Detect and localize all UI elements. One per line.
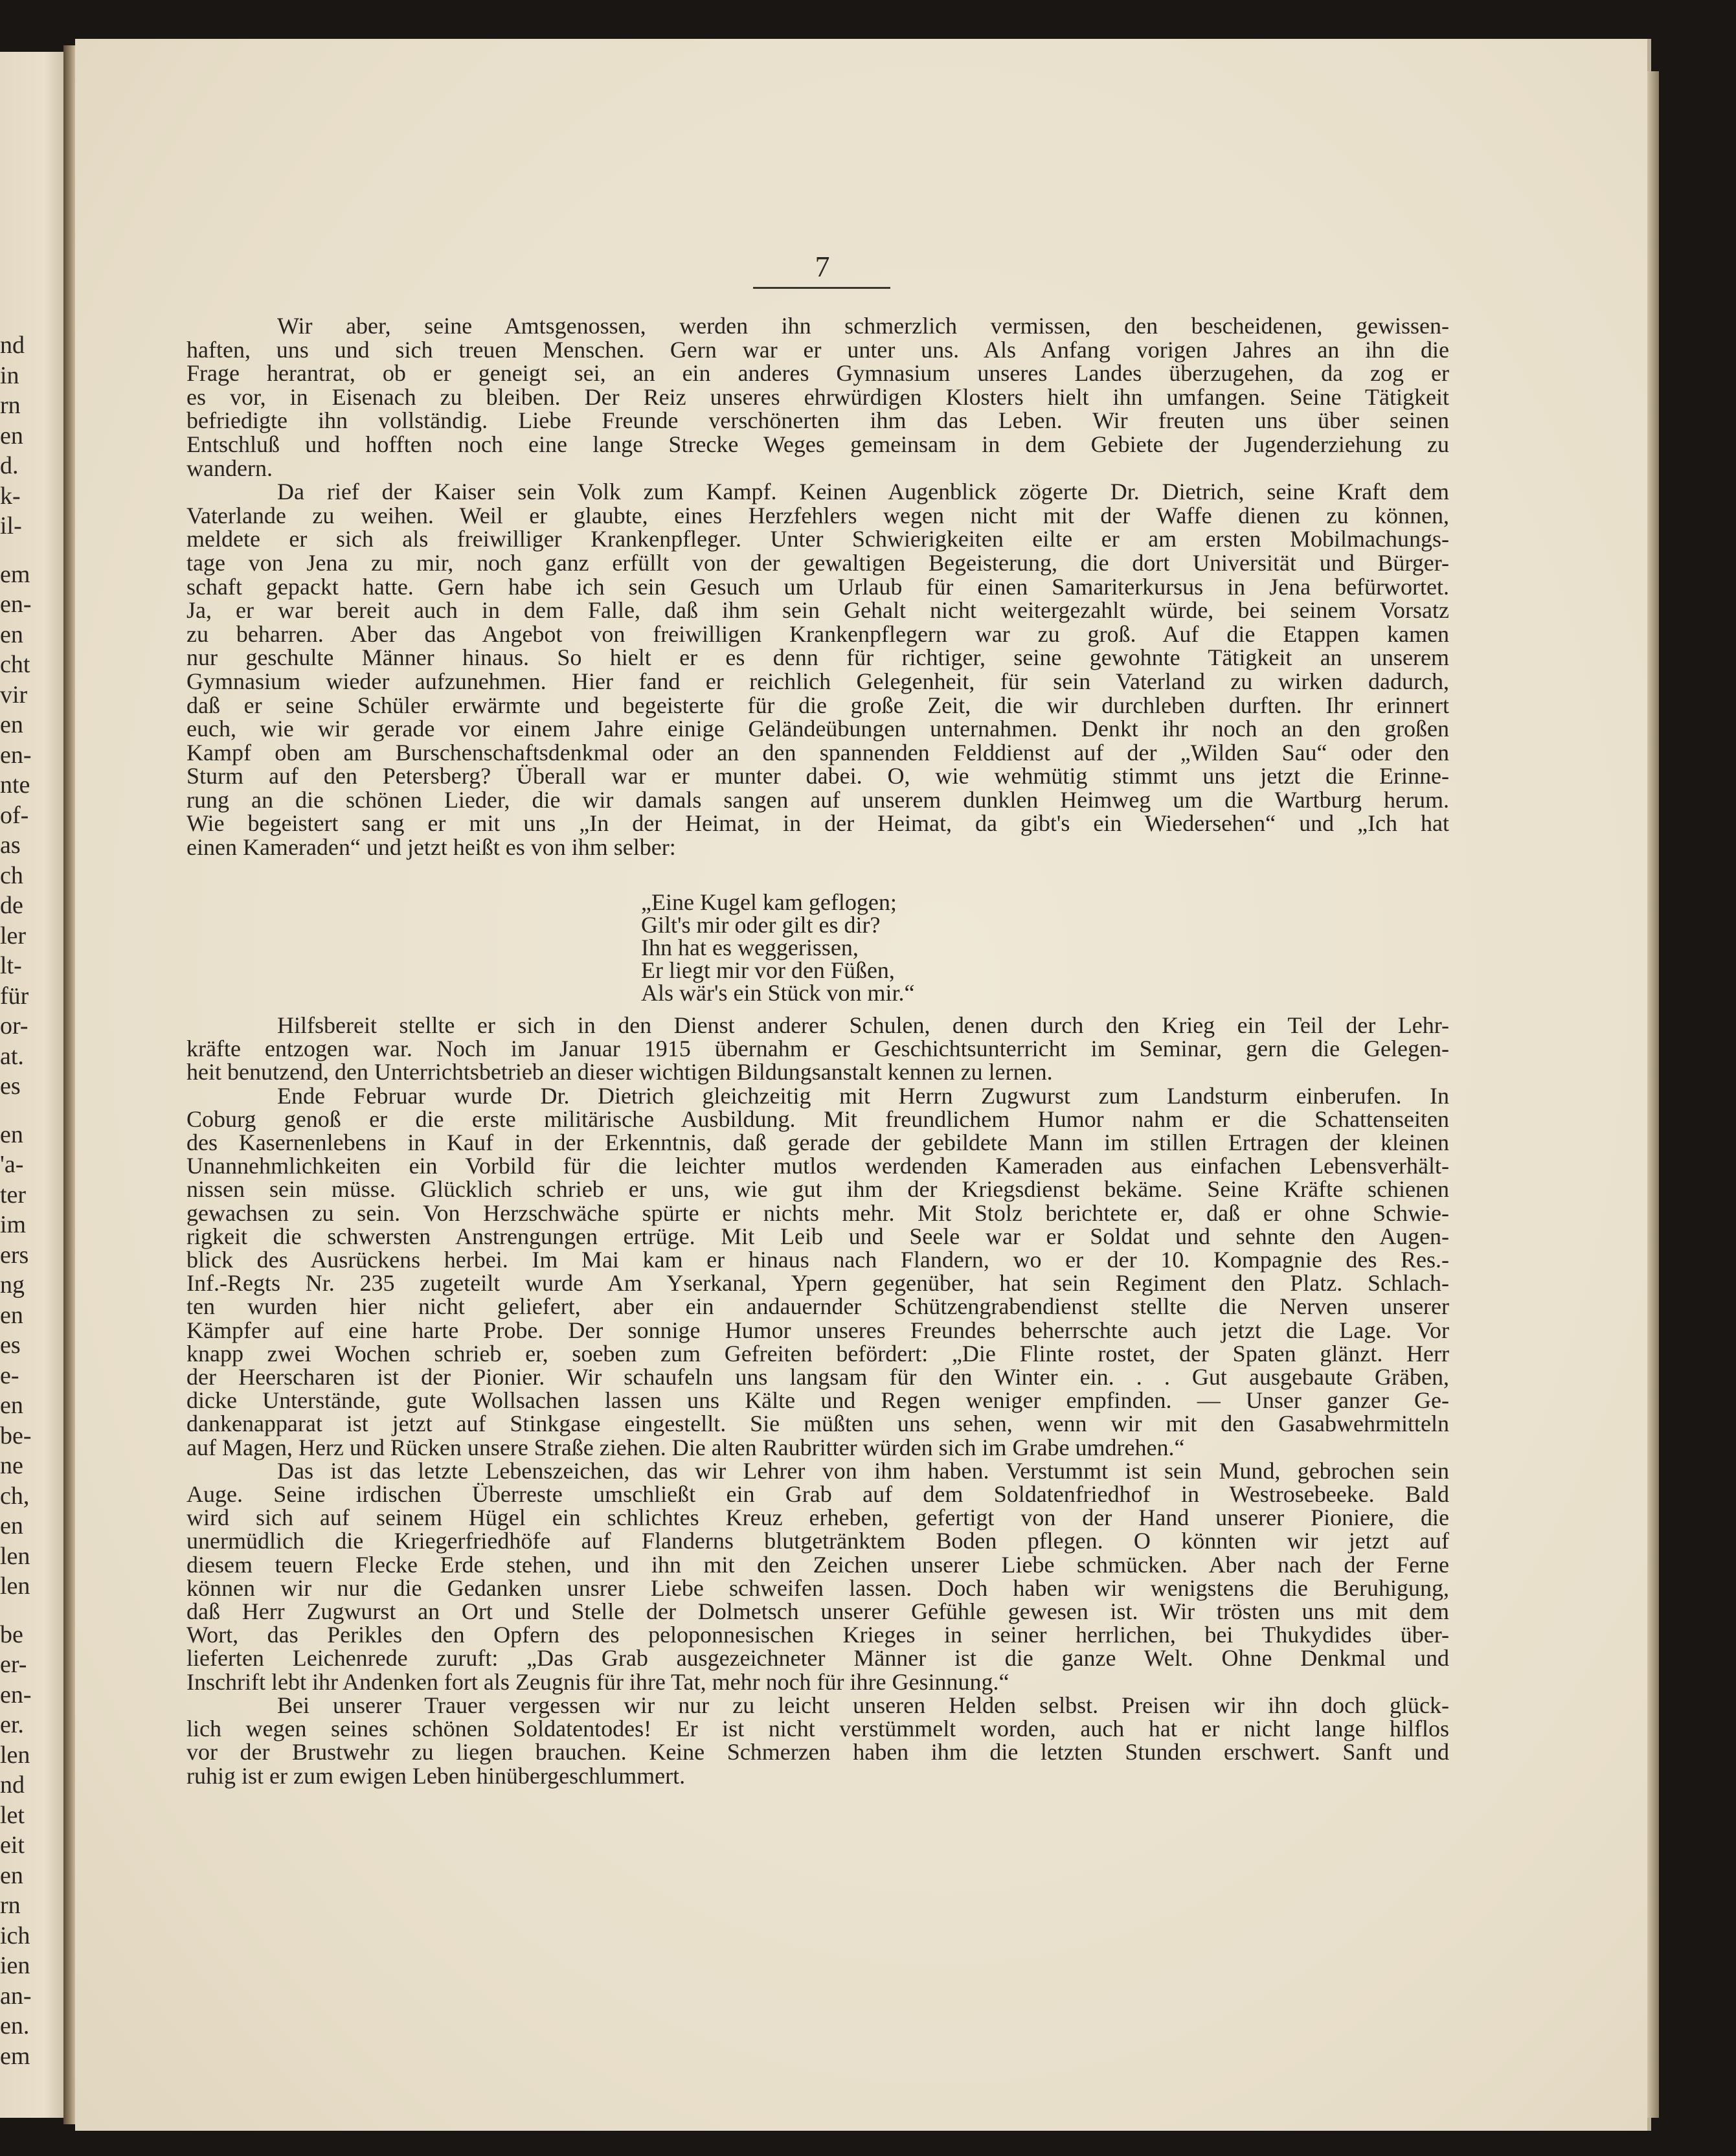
text-line: Ende Februar wurde Dr. Dietrich gleichzeitig mit Herrn Zugwurst zum Landsturm einberufen. In [277, 1082, 1449, 1109]
previous-page-fragment: il- [0, 512, 22, 539]
text-line: rigkeit die schwersten Anstrengungen ertrüge. Mit Leib und Seele war er Soldat und sehnte den Augen- [186, 1223, 1449, 1249]
previous-page-fragment: de [0, 892, 23, 919]
previous-page-fragment: d. [0, 452, 19, 479]
text-line: befriedigte ihn vollständig. Liebe Freunde verschönerten ihm das Leben. Wir freuten uns über seinen [186, 407, 1449, 434]
paragraph-1 [186, 314, 1449, 480]
book-gutter [63, 45, 75, 2124]
text-line: diesem teuern Flecke Erde stehen, und ihn mit den Zeichen unserer Liebe schmücken. Aber nach der Ferne [186, 1551, 1449, 1578]
text-line: daß er seine Schüler erwärmte und begeisterte für die große Zeit, die wir durchleben durften. Ihr erinnert [186, 692, 1449, 718]
previous-page-fragment: in [0, 361, 19, 389]
text-line: zu beharren. Aber das Angebot von freiwilligen Krankenpflegern war zu groß. Auf die Etappen kamen [186, 620, 1449, 647]
poem-line: Er liegt mir vor den Füßen, [641, 957, 895, 983]
previous-page-fragment: rn [0, 392, 21, 419]
poem-line: Gilt's mir oder gilt es dir? [641, 912, 881, 938]
text-line: Frage herantrat, ob er geneigt sei, an ein anderes Gymnasium unseres Landes überzugehen, da zog er [186, 360, 1449, 387]
previous-page-fragment: at. [0, 1042, 24, 1070]
previous-page-fragment: es [0, 1072, 21, 1100]
text-line: Wie begeistert sang er mit uns „In der Heimat, in der Heimat, da gibt's ein Wiedersehen“ und „Ich hat [186, 810, 1449, 837]
text-line: auf Magen, Herz und Rücken unsere Straße ziehen. Die alten Raubritter würden sich im Grabe umdrehen.“ [186, 1434, 1185, 1460]
text-line: der Heerscharen ist der Pionier. Wir schaufeln uns langsam für den Winter ein. . . Gut ausgebaute Gräben, [186, 1364, 1449, 1390]
text-line: Wort, das Perikles den Opfern des peloponnesischen Krieges in seiner herrlichen, bei Thukydides über- [186, 1622, 1449, 1648]
previous-page-fragment: let [0, 1801, 25, 1829]
previous-page-fragment: en [0, 1120, 23, 1148]
text-line: ruhig ist er zum ewigen Leben hinübergeschlummert. [186, 1762, 686, 1789]
previous-page-fragment: of- [0, 801, 29, 829]
body-text-top [186, 314, 1449, 859]
previous-page-fragment: ch, [0, 1482, 30, 1510]
text-line: meldete er sich als freiwilliger Krankenpfleger. Unter Schwierigkeiten eilte er am ersten Mobilmachungs- [186, 526, 1449, 552]
previous-page-fragment: en [0, 620, 23, 648]
paragraph-5 [186, 1459, 1449, 1694]
previous-page-fragment: em [0, 2042, 30, 2070]
previous-page-fragment: ler [0, 922, 27, 949]
previous-page-fragment: en [0, 1392, 23, 1419]
text-line: Hilfsbereit stellte er sich in den Dienst anderer Schulen, denen durch den Krieg ein Teil der Lehr- [277, 1012, 1449, 1038]
previous-page-fragment: für [0, 982, 29, 1010]
text-line: Inf.-Regts Nr. 235 zugeteilt wurde Am Yserkanal, Ypern gegenüber, hat sein Regiment den Platz. Schlach- [186, 1270, 1449, 1297]
text-line: wird sich auf seinem Hügel ein schlichtes Kreuz erheben, gefertigt von der Hand unserer Pioniere, die [186, 1504, 1449, 1531]
text-line: Bei unserer Trauer vergessen wir nur zu leicht unseren Helden selbst. Preisen wir ihn doch glück- [277, 1692, 1449, 1718]
previous-page-fragment: as [0, 832, 21, 859]
text-line: tage von Jena zu mir, noch ganz erfüllt von der gewaltigen Begeisterung, die dort Universität und Bürger- [186, 549, 1449, 576]
previous-page-fragment: er. [0, 1711, 24, 1738]
text-line: nissen sein müsse. Glücklich schrieb er uns, wie gut ihm der Kriegsdienst bekäme. Seine Kräfte schienen [186, 1176, 1449, 1203]
text-line: Wir aber, seine Amtsgenossen, werden ihn schmerzlich vermissen, den bescheidenen, gewissen- [277, 313, 1449, 339]
previous-page-fragment: ter [0, 1181, 27, 1208]
previous-page-fragment: nte [0, 771, 30, 799]
text-line: dicke Unterstände, gute Wollsachen lassen uns Kälte und Regen weniger empfinden. — Unser ganzer Ge- [186, 1387, 1449, 1414]
text-line: Kampf oben am Burschenschaftsdenkmal oder an den spannenden Felddienst auf der „Wilden Sau“ oder den [186, 739, 1449, 766]
text-line: ten wurden hier nicht geliefert, aber ein andauernder Schützengrabendienst stellte die Nerven unserer [186, 1293, 1449, 1320]
page-edge [1647, 71, 1659, 2118]
previous-page-fragment: len [0, 1542, 30, 1570]
previous-page-fragment: eit [0, 1832, 25, 1859]
text-line: Auge. Seine irdischen Überreste umschließt ein Grab auf dem Soldatenfriedhof in Westrosebeeke. Bald [186, 1481, 1449, 1508]
previous-page-fragment: en- [0, 591, 32, 618]
text-line: Entschluß und hofften noch eine lange Strecke Weges gemeinsam in dem Gebiete der Jugenderziehung zu [186, 431, 1449, 457]
text-line: Das ist das letzte Lebenszeichen, das wir Lehrer von ihm haben. Verstummt ist sein Mund, gebrochen sein [277, 1457, 1449, 1484]
previous-page-fragment: be- [0, 1422, 32, 1449]
paragraph-2 [186, 480, 1449, 859]
previous-page-fragment: ich [0, 1922, 30, 1949]
previous-page-fragment: ne [0, 1452, 23, 1479]
previous-page-fragment: nd [0, 332, 25, 359]
previous-page-fragment: ch [0, 861, 23, 889]
spacer [0, 1102, 63, 1120]
previous-page [0, 52, 63, 2118]
text-line: schaft gepackt hatte. Gern habe ich sein Gesuch um Urlaub für einen Samariterkursus in Jena befürwortet. [186, 573, 1449, 600]
paragraph-6 [186, 1694, 1449, 1787]
previous-page-fragment: an- [0, 1982, 32, 2010]
page-number-rule [753, 287, 890, 289]
poem-line: Als wär's ein Stück von mir.“ [641, 980, 915, 1006]
spacer [0, 541, 63, 560]
spacer [0, 1602, 63, 1620]
text-line: heit benutzend, den Unterrichtsbetrieb an dieser wichtigen Bildungsanstalt kennen zu lernen. [186, 1059, 1053, 1085]
text-line: dankenapparat ist jetzt auf Stinkgase eingestellt. Sie müßten uns sehen, wenn wir mit den Gasabwehrmitteln [186, 1411, 1449, 1437]
previous-page-fragment: en [0, 1301, 23, 1329]
previous-page-fragment: len [0, 1741, 30, 1769]
previous-page-fragment: lt- [0, 952, 22, 979]
previous-page-fragment: cht [0, 651, 30, 678]
text-line: nur geschulte Männer hinaus. So hielt er es denn für richtiger, seine gewohnte Tätigkeit an unserem [186, 644, 1449, 671]
previous-page-fragment: en [0, 1861, 23, 1889]
previous-page-fragment: ers [0, 1241, 29, 1269]
text-line: lich wegen seines schönen Soldatentodes! Er ist nicht verstümmelt worden, auch hat er nicht lange hilflos [186, 1716, 1449, 1742]
poem-line: Ihn hat es weggerissen, [641, 935, 859, 960]
previous-page-fragment: en [0, 422, 23, 449]
poem-line: „Eine Kugel kam geflogen; [641, 889, 897, 915]
previous-page-fragment: es [0, 1332, 21, 1359]
text-line: blick des Ausrückens herbei. Im Mai kam er hinaus nach Flandern, wo er der 10. Kompagnie des Res.- [186, 1247, 1449, 1273]
paragraph-3 [186, 1014, 1449, 1084]
text-line: rung an die schönen Lieder, die wir damals sangen auf unserem dunklen Heimweg um die Wartburg herum. [186, 786, 1449, 813]
previous-page-fragment: en [0, 711, 23, 738]
body-text-bottom [186, 1014, 1449, 1787]
text-line: Inschrift lebt ihr Andenken fort als Zeugnis für ihre Tat, mehr noch für ihre Gesinnung.“ [186, 1668, 1009, 1695]
text-line: es vor, in Eisenach zu bleiben. Der Reiz unseres ehrwürdigen Klosters hielt ihn umfangen. Seine Tätigkeit [186, 383, 1449, 410]
text-line: knapp zwei Wochen schrieb er, soeben zum Gefreiten befördert: „Die Flinte rostet, der Spaten glänzt. Herr [186, 1340, 1449, 1367]
text-line: lieferten Leichenrede zuruft: „Das Grab ausgezeichneter Männer ist die ganze Welt. Ohne Denkmal und [186, 1645, 1449, 1672]
previous-page-column [0, 330, 63, 2071]
text-line: einen Kameraden“ und jetzt heißt es von ihm selber: [186, 834, 676, 861]
previous-page-fragment: vir [0, 681, 28, 709]
previous-page-fragment: nd [0, 1771, 25, 1799]
previous-page-fragment: be [0, 1620, 23, 1648]
text-line: Da rief der Kaiser sein Volk zum Kampf. Keinen Augenblick zögerte Dr. Dietrich, seine Kraft dem [277, 479, 1449, 505]
text-line: Kämpfer auf eine harte Probe. Der sonnige Humor unseres Freundes beherrschte auch jetzt die Lage. Vor [186, 1317, 1449, 1343]
text-line: Ja, er war bereit auch in dem Falle, daß ihm sein Gehalt nicht weitergezahlt würde, bei seinem Vorsatz [186, 597, 1449, 624]
previous-page-fragment: ng [0, 1271, 25, 1299]
previous-page-fragment: or- [0, 1012, 28, 1039]
text-line: unermüdlich die Kriegerfriedhöfe auf Flanderns blutgetränktem Boden pflegen. O könnten wir jetzt auf [186, 1528, 1449, 1554]
text-line: euch, wie wir gerade vor einem Jahre einige Geländeübungen unternahmen. Denkt ihr noch an den großen [186, 716, 1449, 742]
poem-quote [641, 891, 914, 1004]
text-line: des Kasernenlebens in Kauf in der Erkenntnis, daß gerade der gebildete Mann im stillen Ertragen der kleinen [186, 1129, 1449, 1156]
text-line: Vaterlande zu weihen. Weil er glaubte, eines Herzfehlers wegen nicht mit der Waffe dienen zu können, [186, 502, 1449, 528]
text-line: daß Herr Zugwurst an Ort und Stelle der Dolmetsch unserer Gefühle gewesen ist. Wir trösten uns mit dem [186, 1598, 1449, 1625]
paragraph-4 [186, 1084, 1449, 1459]
previous-page-fragment: k- [0, 482, 21, 510]
text-line: wandern. [186, 455, 273, 481]
previous-page-fragment: er- [0, 1651, 27, 1678]
previous-page-fragment: e- [0, 1361, 19, 1389]
previous-page-fragment: en. [0, 2012, 30, 2039]
previous-page-fragment: en- [0, 741, 32, 769]
text-line: Sturm auf den Petersberg? Überall war er munter dabei. O, wie wehmütig stimmt uns jetzt die Erinne- [186, 763, 1449, 789]
previous-page-fragment: im [0, 1211, 27, 1238]
text-line: gewachsen zu sein. Von Herzschwäche spürte er nichts mehr. Mit Stolz berichtete er, daß er ohne Schwie- [186, 1199, 1449, 1226]
text-line: vor der Brustwehr zu liegen brauchen. Keine Schmerzen haben ihm die letzten Stunden erschwert. Sanft und [186, 1739, 1449, 1765]
previous-page-fragment: rn [0, 1892, 21, 1919]
previous-page-fragment: em [0, 560, 30, 588]
previous-page-fragment: len [0, 1572, 30, 1600]
page-number: 7 [815, 250, 830, 283]
text-line: können wir nur die Gedanken unsrer Liebe schweifen lassen. Doch haben wir wenigstens die Beruhigung, [186, 1574, 1449, 1601]
previous-page-fragment: en [0, 1512, 23, 1539]
previous-page-fragment: en- [0, 1681, 32, 1708]
text-line: kräfte entzogen war. Noch im Januar 1915 übernahm er Geschichtsunterricht im Seminar, gern die Gelegen- [186, 1036, 1449, 1062]
previous-page-fragment: ien [0, 1952, 30, 1979]
text-line: Unannehmlichkeiten ein Vorbild für die leichter mutlos werdenden Kameraden aus einfachen Lebensverhält- [186, 1153, 1449, 1179]
text-line: Coburg genoß er die erste militärische Ausbildung. Mit freundlichem Humor nahm er die Schattenseiten [186, 1106, 1449, 1132]
previous-page-fragment: 'a- [0, 1151, 24, 1178]
text-line: Gymnasium wieder aufzunehmen. Hier fand er reichlich Gelegenheit, für sein Vaterland zu wirken dadurch, [186, 668, 1449, 694]
text-line: haften, uns und sich treuen Menschen. Gern war er unter uns. Als Anfang vorigen Jahres an ihn die [186, 336, 1449, 363]
